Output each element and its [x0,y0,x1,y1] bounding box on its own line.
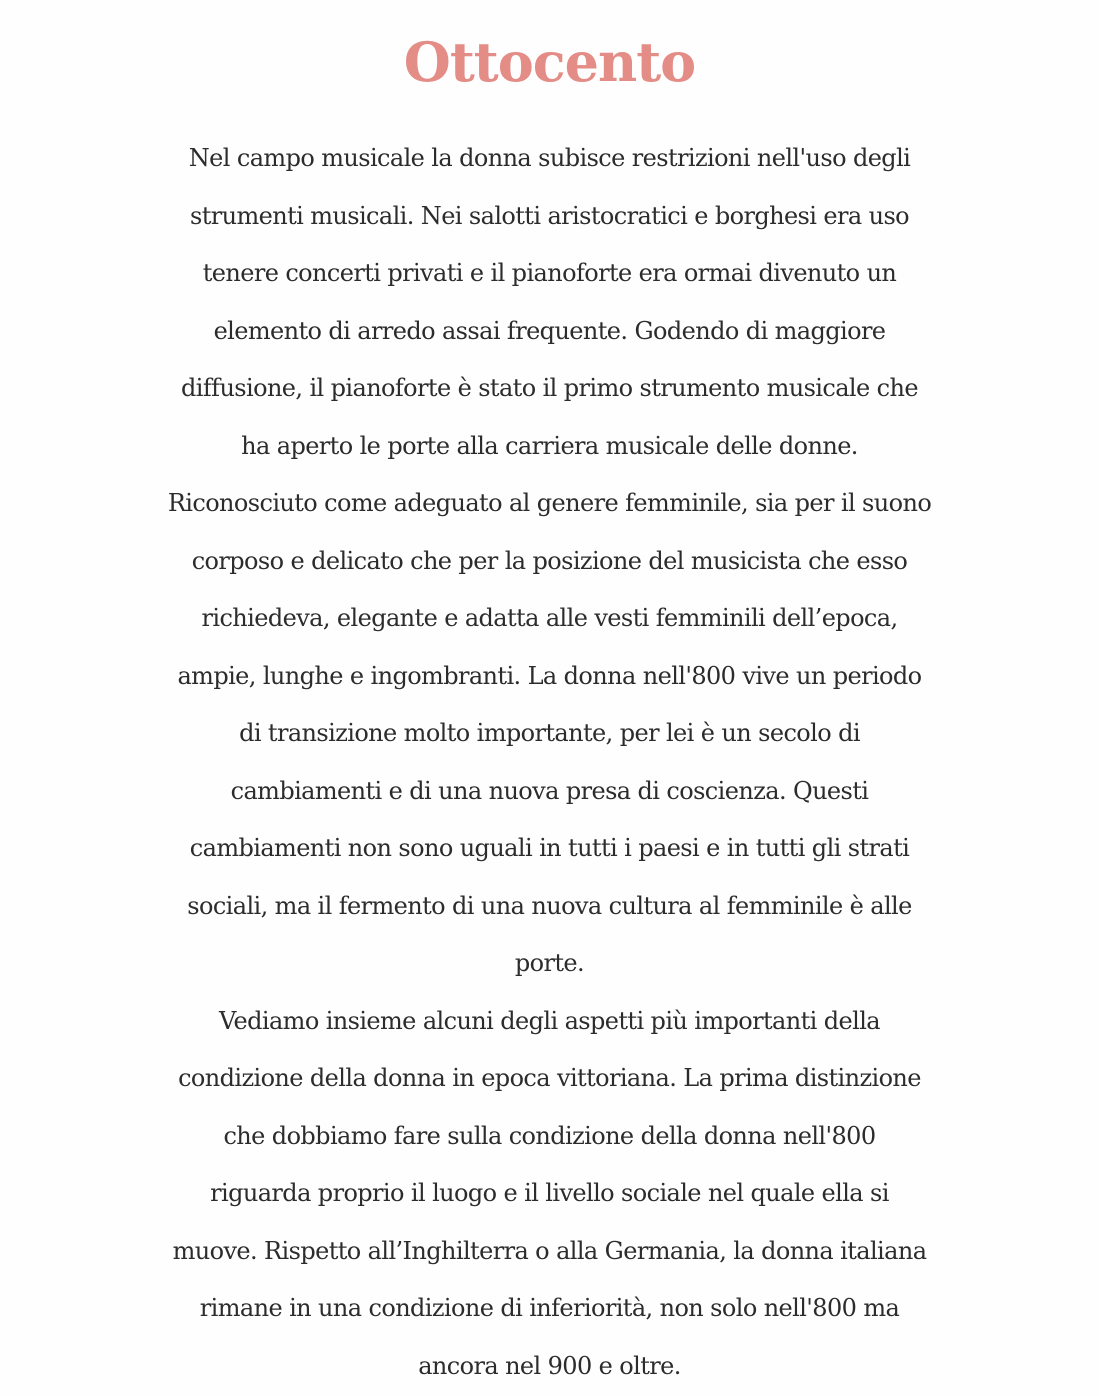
text-line: muove. Rispetto all’Inghilterra o alla Germania, la donna italiana [172,1236,927,1265]
text-line: Vediamo insieme alcuni degli aspetti più importanti della [218,1006,880,1035]
text-line: diffusione, il pianoforte è stato il primo strumento musicale che [181,374,918,402]
text-line: ancora nel 900 e oltre. [418,1351,681,1380]
text-line: Nel campo musicale la donna subisce restrizioni nell'uso degli [188,144,911,172]
text-line: corposo e delicato che per la posizione del musicista che esso [191,546,908,575]
text-line: cambiamenti e di una nuova presa di coscienza. Questi [230,776,869,805]
text-line: strumenti musicali. Nei salotti aristocratici e borghesi era uso [189,201,910,230]
text-line: ampie, lunghe e ingombranti. La donna nell'800 vive un periodo [177,661,922,690]
text-line: porte. [514,949,585,977]
text-line: condizione della donna in epoca vittoriana. La prima distinzione [178,1064,921,1092]
text-line: di transizione molto importante, per lei è un secolo di [239,719,860,747]
text-line: riguarda proprio il luogo e il livello sociale nel quale ella si [210,1179,889,1207]
page-title: Ottocento [403,30,696,94]
text-line: elemento di arredo assai frequente. Godendo di maggiore [213,316,886,345]
text-line: richiedeva, elegante e adatta alle vesti femminili dell’epoca, [201,604,898,632]
text-line: ha aperto le porte alla carriera musicale delle donne. [241,431,858,460]
text-line: che dobbiamo fare sulla condizione della donna nell'800 [223,1121,876,1150]
text-line: rimane in una condizione di inferiorità, non solo nell'800 ma [199,1294,900,1322]
text-line: Riconosciuto come adeguato al genere femminile, sia per il suono [167,489,932,517]
body-text [0,130,1099,1395]
text-line: sociali, ma il fermento di una nuova cultura al femminile è alle [187,891,912,920]
text-line: tenere concerti privati e il pianoforte era ormai divenuto un [202,259,897,287]
text-line: cambiamenti non sono uguali in tutti i paesi e in tutti gli strati [189,834,910,862]
